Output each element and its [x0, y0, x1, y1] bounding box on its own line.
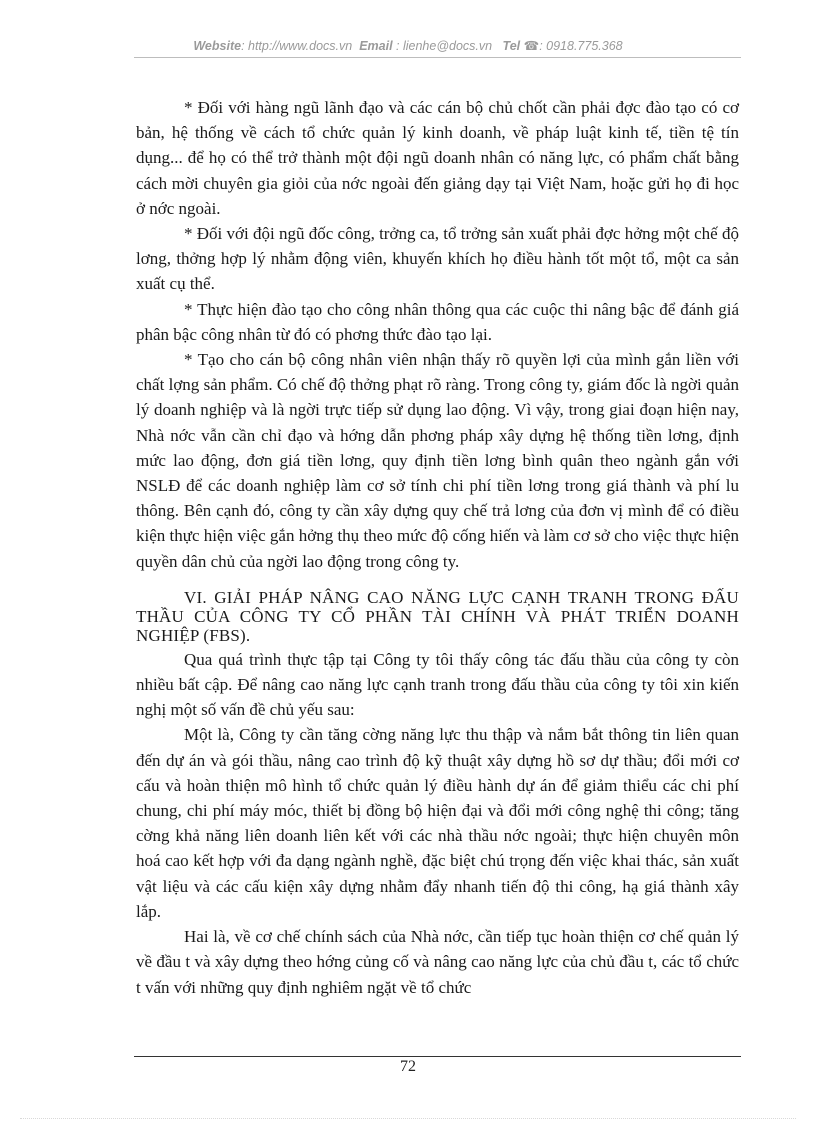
paragraph: * Đối với đội ngũ đốc công, trởng ca, tổ trởng sản xuất phải đợc hởng một chế độ lơng, thởng hợp lý nhằm động viên, khuyến khích họ điều hành tốt một tổ, một ca sản xuất cụ thể. [136, 224, 739, 294]
section-heading: VI. GIẢI PHÁP NÂNG CAO NĂNG LỰC CẠNH TRANH TRONG ĐẤU THẦU CỦA CÔNG TY CỔ PHẦN TÀI CHÍNH VÀ PHÁT TRIỂN DOANH NGHIỆP (FBS). [136, 587, 739, 645]
paragraph: Qua quá trình thực tập tại Công ty tôi thấy công tác đấu thầu của công ty còn nhiều bất cập. Để nâng cao năng lực cạnh tranh trong đấu thầu của công ty tôi xin kiến nghị một số vấn đề chủ yếu sau: [136, 649, 739, 720]
tel-value: : 0918.775.368 [539, 39, 623, 53]
document-body [136, 95, 739, 1000]
header-divider [134, 57, 741, 58]
paragraph: * Thực hiện đào tạo cho công nhân thông qua các cuộc thi nâng bậc để đánh giá phân bậc công nhân từ đó có phơng thức đào tạo lại. [136, 299, 739, 344]
email-value: : lienhe@docs.vn [396, 39, 493, 53]
page-header [0, 38, 816, 53]
website-value: : http://www.docs.vn [241, 39, 353, 53]
paragraph: * Tạo cho cán bộ công nhân viên nhận thấy rõ quyền lợi của mình gắn liền với chất lợng sản phẩm. Có chế độ thởng phạt rõ ràng. Trong công ty, giám đốc là ngời quản lý doanh nghiệp và là ngời trực tiếp sử dụng lao động. Vì vậy, trong giai đoạn hiện nay, Nhà nớc vẫn cần chỉ đạo và hớng dẫn phơng pháp xây dựng hệ thống tiền lơng, định mức lao động, đơn giá tiền lơng, quy định tiền lơng bình quân theo ngành gắn với NSLĐ để các doanh nghiệp làm cơ sở tính chi phí tiền lơng trong giá thành và phí lu thông. Bên cạnh đó, công ty cần xây dựng quy chế trả lơng của đơn vị mình để có điều kiện thực hiện việc gắn hởng thụ theo mức độ cống hiến và làm cơ sở cho việc thực hiện quyền dân chủ của ngời lao động trong công ty. [136, 350, 739, 571]
page-number: 72 [400, 1058, 416, 1075]
paragraph: * Đối với hàng ngũ lãnh đạo và các cán bộ chủ chốt cần phải đợc đào tạo có cơ bản, hệ thống về cách tổ chức quản lý kinh doanh, về pháp luật kinh tế, tiền tệ tín dụng... để họ có thể trở thành một đội ngũ doanh nhân có năng lực, có phẩm chất bằng cách mời chuyên gia giỏi của nớc ngoài đến giảng dạy tại Việt Nam, hoặc gửi họ đi học ở nớc ngoài. [136, 98, 739, 218]
email-label: Email [359, 39, 393, 53]
tel-label: Tel [502, 39, 521, 53]
phone-icon: ☎ [523, 39, 540, 53]
paragraph: Hai là, về cơ chế chính sách của Nhà nớc, cần tiếp tục hoàn thiện cơ chế quản lý về đầu t và xây dựng theo hớng củng cố và nâng cao năng lực của chủ đầu t, các tổ chức t vấn với những quy định nghiêm ngặt về tổ chức [136, 927, 739, 997]
paragraph: Một là, Công ty cần tăng cờng năng lực thu thập và nắm bắt thông tin liên quan đến dự án và gói thầu, nâng cao trình độ kỹ thuật xây dựng hồ sơ dự thầu; đổi mới cơ cấu và hoàn thiện mô hình tổ chức quản lý điều hành dự án để giảm thiểu các chi phí chung, chi phí máy móc, thiết bị đồng bộ hiện đại và đổi mới công nghệ thi công; tăng cờng khả năng liên doanh liên kết với các nhà thầu nớc ngoài; thực hiện chuyên môn hoá cao kết hợp với đa dạng ngành nghề, đặc biệt chú trọng đến việc khai thác, sản xuất vật liệu và các cấu kiện xây dựng nhằm đẩy nhanh tiến độ thi công, hạ giá thành xây lắp. [136, 725, 739, 921]
page-edge-dots [20, 1118, 796, 1119]
website-label: Website [193, 39, 242, 53]
footer-divider [134, 1056, 741, 1057]
